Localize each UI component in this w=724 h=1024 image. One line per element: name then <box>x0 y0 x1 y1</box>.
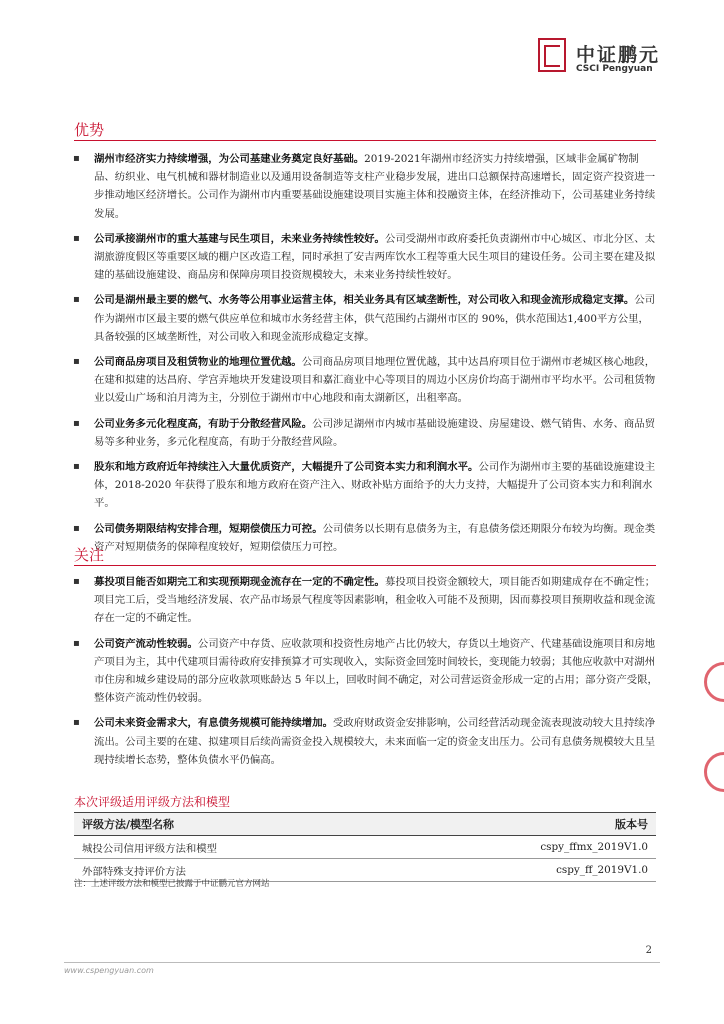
item-lead: 公司资产流动性较弱。 <box>94 637 198 650</box>
concerns-list <box>72 573 658 776</box>
item-body: 募投项目投资金额较大，项目能否如期建成存在不确定性；项目完工后，受当地经济发展、农产品市场景气程度等因素影响，租金收入可能不及预期，因而募投项目预期收益和现金流存在一定的不确定性。 <box>94 576 656 625</box>
method-name: 外部特殊支持评价方法 <box>74 859 394 882</box>
list-item <box>72 291 658 346</box>
footer-url: www.cspengyuan.com <box>64 966 154 975</box>
methods-table-title: 本次评级适用评级方法和模型 <box>74 795 231 809</box>
list-item <box>72 150 658 223</box>
item-lead: 公司未来资金需求大，有息债务规模可能持续增加。 <box>94 717 333 730</box>
list-item <box>72 573 658 628</box>
item-lead: 募投项目能否如期完工和实现预期现金流存在一定的不确定性。 <box>94 576 385 588</box>
concerns-heading: 关注 <box>74 546 105 564</box>
strengths-divider <box>74 140 656 141</box>
logo-mark-icon <box>538 38 566 72</box>
item-body: 公司受湖州市政府委托负责湖州市中心城区、市北分区、太湖旅游度假区等重要区域的棚户区改造工程，同时承担了安吉两库饮水工程等重大民生项目的建设任务。公司主要在建及拟建的基础设施建设、商品房和保障房项目投资规模较大，未来业务持续性较好。 <box>94 232 656 282</box>
table-header-row <box>74 813 656 836</box>
list-item <box>72 714 658 769</box>
item-lead: 公司商品房项目及租赁物业的地理位置优越。 <box>94 356 302 369</box>
list-item <box>72 353 658 408</box>
table-note: 注：上述评级方法和模型已披露于中证鹏元官方网站 <box>74 879 270 889</box>
item-lead: 公司业务多元化程度高，有助于分散经营风险。 <box>94 417 313 430</box>
footer-divider <box>64 962 660 963</box>
concerns-divider <box>74 565 656 566</box>
method-version: cspy_ff_2019V1.0 <box>394 859 656 882</box>
item-body: 公司债务以长期有息债务为主，有息债务偿还期限分布较为均衡。现金类资产对短期债务的保障程度较好，短期偿债压力可控。 <box>94 522 656 553</box>
item-body: 公司涉足湖州市内城市基础设施建设、房屋建设、燃气销售、水务、商品贸易等多种业务，多元化程度高，有助于分散经营风险。 <box>94 417 656 448</box>
list-item <box>72 230 658 285</box>
method-version: cspy_ffmx_2019V1.0 <box>394 836 656 859</box>
seal-stamp-icon <box>704 662 724 702</box>
item-body: 公司资产中存货、应收款项和投资性房地产占比仍较大，存货以土地资产、代建基础设施项目和房地产项目为主，其中代建项目需待政府安排预算才可实现收入，实际资金回笼时间较长，变现能力较弱；其他应收款中对湖州市住房和城乡建设局的部分应收款项账龄达 5 年以上，回收时间不确定，对公司营运资金形成一定的占用；部分资产受限，整体资产流动性仍较弱。 <box>94 637 658 705</box>
seal-stamp-icon <box>704 752 724 792</box>
item-body: 受政府财政资金安排影响，公司经营活动现金流表现波动较大且持续净流出。公司主要的在建、拟建项目后续尚需资金投入规模较大，未来面临一定的资金支出压力。公司有息债务规模较大且呈现持续增长态势，整体负债水平仍偏高。 <box>94 717 656 766</box>
item-lead: 公司债务期限结构安排合理，短期偿债压力可控。 <box>94 522 323 535</box>
item-body: 公司作为湖州市区最主要的燃气供应单位和城市水务经营主体，供气范围约占湖州市区的 90%，供水范围达1,400平方公里，具备较强的区域垄断性，对公司收入和现金流形成稳定支撑。 <box>94 294 656 343</box>
item-body: 公司作为湖州市主要的基础设施建设主体，2018-2020 年获得了股东和地方政府在资产注入、财政补贴方面给予的大力支持，大幅提升了公司资本实力和利润水平。 <box>94 461 656 510</box>
item-lead: 公司承接湖州市的重大基建与民生项目，未来业务持续性较好。 <box>94 232 385 245</box>
list-item <box>72 415 658 451</box>
column-header-version: 版本号 <box>394 813 656 836</box>
item-lead: 湖州市经济实力持续增强，为公司基建业务奠定良好基础。 <box>94 153 365 165</box>
strengths-heading: 优势 <box>74 121 105 139</box>
table-row <box>74 836 656 859</box>
list-item <box>72 520 658 556</box>
method-name: 城投公司信用评级方法和模型 <box>74 836 394 859</box>
strengths-list <box>72 150 658 563</box>
logo-english-name: CSCI Pengyuan <box>576 64 653 74</box>
column-header-name: 评级方法/模型名称 <box>74 813 394 836</box>
logo-chinese-name: 中证鹏元 <box>576 44 661 66</box>
list-item <box>72 635 658 708</box>
list-item <box>72 458 658 513</box>
item-body: 公司商品房项目地理位置优越，其中达昌府项目位于湖州市老城区核心地段，在建和拟建的达昌府、学宫弄地块开发建设项目和嘉汇商业中心等项目的周边小区房价均高于湖州市平均水平。公司租赁物业以爱山广场和泊月湾为主，分别位于湖州市中心地段和南太湖新区，出租率高。 <box>94 356 656 405</box>
methods-table <box>74 812 656 882</box>
page-number: 2 <box>645 945 652 956</box>
item-lead: 公司是湖州最主要的燃气、水务等公用事业运营主体，相关业务具有区域垄断性，对公司收入和现金流形成稳定支撑。 <box>94 294 635 307</box>
item-lead: 股东和地方政府近年持续注入大量优质资产，大幅提升了公司资本实力和利润水平。 <box>94 461 479 474</box>
item-body: 2019-2021年湖州市经济实力持续增强，区域非金属矿物制品、纺织业、电气机械和器材制造业以及通用设备制造等支柱产业稳步发展，进出口总额保持高速增长，固定资产投资进一步推动地区经济增长。公司作为湖州市内重要基础设施建设项目实施主体和投融资主体，在经济推动下，公司基建业务持续发展。 <box>94 153 656 220</box>
company-logo <box>538 38 678 78</box>
